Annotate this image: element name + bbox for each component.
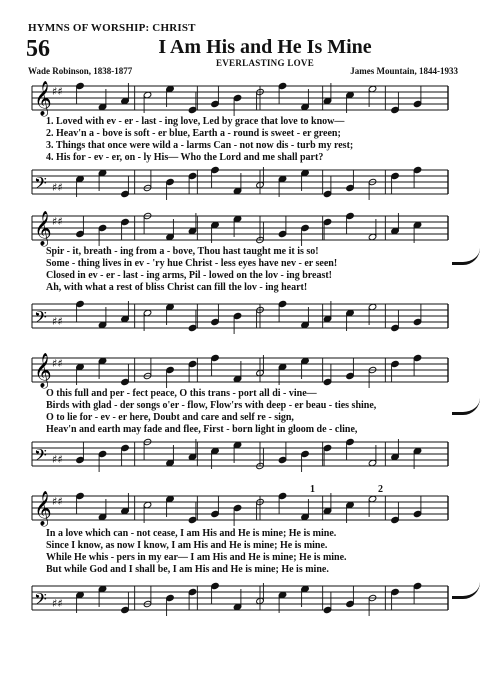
- lyric-line: Some - thing lives in ev - 'ry hue Christ - less eyes have nev - er seen!: [46, 258, 338, 269]
- lyrics-system-4: [46, 528, 466, 576]
- bass-staff-1: [0, 162, 480, 202]
- key-signature-icon: ♯♯: [52, 181, 63, 194]
- bass-clef-icon: 𝄢: [34, 445, 47, 469]
- key-signature-icon: ♯♯: [52, 215, 63, 228]
- key-signature-icon: ♯♯: [52, 597, 63, 610]
- section-heading: HYMNS OF WORSHIP: CHRIST: [28, 22, 196, 34]
- lyrics-system-3: [46, 388, 446, 436]
- key-signature-icon: ♯♯: [52, 495, 63, 508]
- tune-name: EVERLASTING LOVE: [215, 58, 315, 68]
- key-signature-icon: ♯♯: [52, 357, 63, 370]
- bass-clef-icon: 𝄢: [34, 173, 47, 197]
- lyric-line: Birds with glad - der songs o'er - flow, Flow'rs with deep - er beau - ties shine,: [46, 400, 377, 411]
- key-signature-icon: ♯♯: [52, 453, 63, 466]
- lyric-line: O this full and per - fect peace, O this trans - port all di - vine—: [46, 388, 317, 399]
- treble-clef-icon: 𝄞: [34, 81, 52, 116]
- bass-staff-2: [0, 296, 480, 336]
- lyric-line: But while God and I shall be, I am His and He is mine; He is mine.: [46, 564, 329, 575]
- bass-clef-icon: 𝄢: [34, 589, 47, 613]
- lyric-line: 1. Loved with ev - er - last - ing love, Led by grace that love to know—: [46, 116, 345, 127]
- lyric-line: In a love which can - not cease, I am His and He is mine; He is mine.: [46, 528, 337, 539]
- bass-clef-icon: 𝄢: [34, 307, 47, 331]
- treble-staff-3: [0, 350, 480, 390]
- lyric-line: 2. Heav'n a - bove is soft - er blue, Earth a - round is sweet - er green;: [46, 128, 341, 139]
- lyric-line: Spir - it, breath - ing from a - bove, Thou hast taught me it is so!: [46, 246, 319, 257]
- lyric-line: Ah, with what a rest of bliss Christ can fill the lov - ing heart!: [46, 282, 308, 293]
- lyric-line: While He whis - pers in my ear— I am His and He is mine; He is mine.: [46, 552, 347, 563]
- treble-clef-icon: 𝄞: [34, 211, 52, 246]
- lyric-line: Closed in ev - er - last - ing arms, Pil - lowed on the lov - ing breast!: [46, 270, 333, 281]
- key-signature-icon: ♯♯: [52, 85, 63, 98]
- page-curl-mark: [452, 248, 480, 265]
- lyric-line: O to lie for - ev - er here, Doubt and care and self re - sign,: [46, 412, 294, 423]
- lyric-line: 3. Things that once were wild a - larms Can - not now dis - turb my rest;: [46, 140, 354, 151]
- hymn-title: I Am His and He Is Mine: [158, 36, 372, 58]
- lyric-line: Since I know, as now I know, I am His and He is mine; He is mine.: [46, 540, 328, 551]
- treble-clef-icon: 𝄞: [34, 491, 52, 526]
- ending-2-label: 2: [378, 484, 383, 495]
- treble-clef-icon: 𝄞: [34, 353, 52, 388]
- music-credit: James Mountain, 1844-1933: [350, 66, 458, 76]
- ending-1-label: 1: [310, 484, 315, 495]
- lyrics-system-1: [46, 116, 446, 164]
- key-signature-icon: ♯♯: [52, 315, 63, 328]
- bass-staff-3: [0, 434, 480, 474]
- page-curl-mark: [452, 398, 480, 415]
- lyric-line: 4. His for - ev - er, on - ly His— Who the Lord and me shall part?: [46, 152, 324, 163]
- lyrics-system-2: [46, 246, 446, 294]
- treble-staff-1: [0, 78, 480, 118]
- hymn-number: 56: [26, 36, 50, 62]
- bass-staff-4: [0, 578, 480, 622]
- lyric-line: Heav'n and earth may fade and flee, First - born light in gloom de - cline,: [46, 424, 358, 435]
- words-credit: Wade Robinson, 1838-1877: [28, 66, 133, 76]
- treble-staff-4: [0, 488, 480, 532]
- treble-staff-2: [0, 208, 480, 248]
